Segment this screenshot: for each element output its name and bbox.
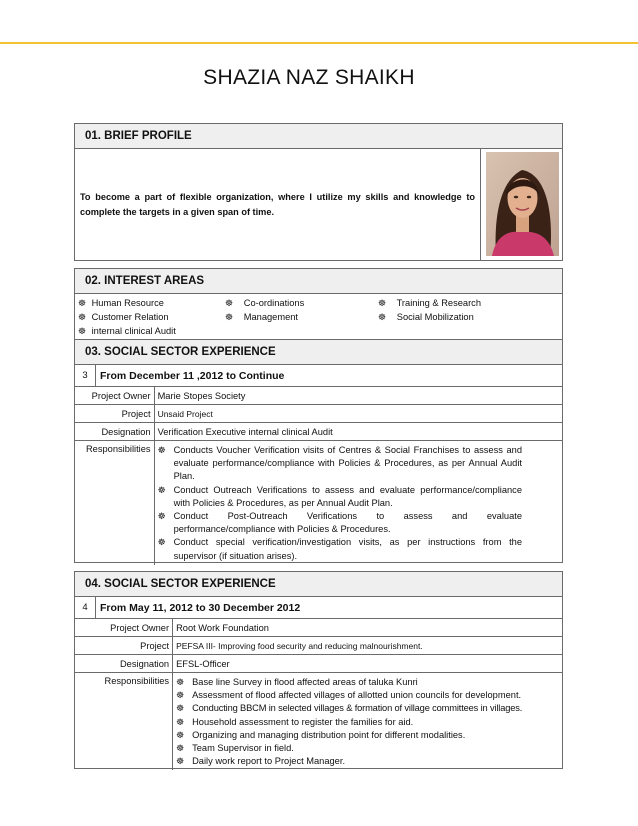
brief-profile-section [74, 123, 563, 261]
bullet-icon: ☸ [225, 298, 234, 308]
experience-3-section [74, 364, 563, 563]
owner-value: Marie Stopes Society [154, 387, 562, 405]
bullet-icon: ☸ [157, 484, 166, 495]
experience-period: From May 11, 2012 to 30 December 2012 [96, 597, 563, 619]
bullet-icon: ☸ [176, 729, 185, 740]
header-accent-line [0, 42, 638, 44]
bullet-icon: ☸ [78, 312, 87, 322]
interest-item: ☸ Co-ordinations [225, 298, 305, 308]
list-item: ☸ Daily work report to Project Manager. [173, 755, 562, 768]
profile-photo [486, 152, 559, 256]
period-row [75, 365, 562, 387]
interest-item: ☸ Social Mobilization [378, 312, 474, 322]
responsibilities-list [155, 444, 562, 563]
experience-3-heading: 03. SOCIAL SECTOR EXPERIENCE [75, 339, 562, 364]
bullet-icon: ☸ [78, 326, 87, 336]
experience-3-table [75, 364, 562, 565]
brief-profile-heading: 01. BRIEF PROFILE [75, 124, 562, 149]
list-item: ☸ Conduct Outreach Verifications to assess and evaluate performance/compliance with Policies & Procedures, as per Annual Audit Plan. [157, 484, 522, 508]
bullet-icon: ☸ [378, 298, 387, 308]
project-row [75, 637, 562, 655]
bullet-icon: ☸ [225, 312, 234, 322]
interest-areas-section [74, 268, 563, 364]
experience-number: 3 [75, 365, 96, 387]
owner-row [75, 387, 562, 405]
designation-row [75, 655, 562, 673]
interest-item: ☸ Training & Research [378, 298, 481, 308]
interest-item: ☸ internal clinical Audit [78, 326, 176, 336]
responsibilities-row [75, 673, 562, 771]
responsibilities-list [173, 676, 562, 768]
bullet-icon: ☸ [157, 511, 166, 522]
list-item: ☸ Team Supervisor in field. [173, 742, 562, 755]
experience-4-heading: 04. SOCIAL SECTOR EXPERIENCE [75, 572, 562, 596]
list-item: ☸ Assessment of flood affected villages of allotted union councils for development. [173, 689, 562, 702]
bullet-icon: ☸ [378, 312, 387, 322]
bullet-icon: ☸ [176, 703, 184, 714]
list-item: ☸ Organizing and managing distribution point for different modalities. [173, 729, 562, 742]
list-item: ☸ Base line Survey in flood affected areas of taluka Kunri [173, 676, 562, 689]
project-value: Unsaid Project [154, 405, 562, 423]
interest-item: ☸ Management [225, 312, 299, 322]
interest-item: ☸ Customer Relation [78, 312, 169, 322]
experience-4-section [74, 571, 563, 769]
project-label: Project [75, 405, 154, 423]
owner-label: Project Owner [75, 619, 173, 637]
designation-value: EFSL-Officer [173, 655, 562, 673]
list-item: ☸ Conduct Post-Outreach Verifications to assess and evaluate performance/compliance with Policies & Procedures. [157, 511, 522, 535]
profile-objective-text: To become a part of flexible organization, where I utilize my skills and knowledge to complete the targets in a given span of time. [80, 192, 475, 217]
interest-areas-list [75, 294, 562, 339]
experience-4-table [75, 596, 562, 770]
bullet-icon: ☸ [176, 743, 185, 754]
list-item: ☸ Conduct special verification/investigation visits, as per instructions from the supervisor (if situation arises). [157, 537, 522, 561]
project-label: Project [75, 637, 173, 655]
owner-value: Root Work Foundation [173, 619, 562, 637]
bullet-icon: ☸ [176, 677, 185, 687]
list-item: ☸ Conducts Voucher Verification visits of Centres & Social Franchises to assess and evaluate performance/compliance with Policies & Procedures, as per Annual Audit Plan. [157, 445, 522, 482]
project-value: PEFSA III- Improving food security and reducing malnourishment. [173, 637, 562, 655]
interest-areas-heading: 02. INTEREST AREAS [75, 269, 562, 294]
project-row [75, 405, 562, 423]
list-item: ☸ Conducting BBCM in selected villages & formation of village committees in villages. [173, 702, 562, 715]
bullet-icon: ☸ [78, 298, 87, 308]
responsibilities-label: Responsibilities [75, 441, 154, 565]
designation-value: Verification Executive internal clinical Audit [154, 423, 562, 441]
bullet-icon: ☸ [157, 445, 166, 455]
profile-text-cell [75, 149, 480, 260]
owner-label: Project Owner [75, 387, 154, 405]
page-title: SHAZIA NAZ SHAIKH [203, 66, 415, 89]
bullet-icon: ☸ [157, 537, 166, 548]
list-item: ☸ Household assessment to register the families for aid. [173, 716, 562, 729]
bullet-icon: ☸ [176, 690, 185, 701]
bullet-icon: ☸ [176, 756, 185, 767]
experience-period: From December 11 ,2012 to Continue [96, 365, 563, 387]
responsibilities-row [75, 441, 562, 565]
designation-row [75, 423, 562, 441]
responsibilities-label: Responsibilities [75, 673, 173, 771]
designation-label: Designation [75, 655, 173, 673]
experience-number: 4 [75, 597, 96, 619]
designation-label: Designation [75, 423, 154, 441]
interest-item: ☸ Human Resource [78, 298, 164, 308]
period-row [75, 597, 562, 619]
bullet-icon: ☸ [176, 716, 185, 727]
owner-row [75, 619, 562, 637]
profile-photo-cell [480, 149, 563, 260]
